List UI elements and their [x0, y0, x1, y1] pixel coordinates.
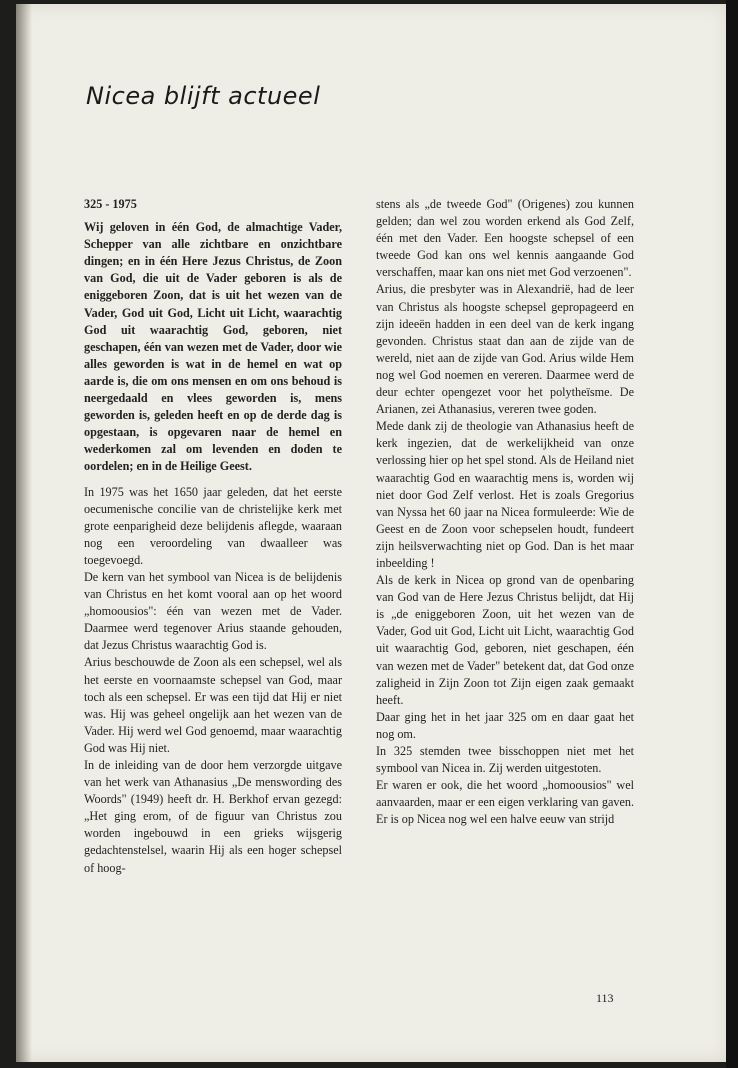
right-column	[376, 196, 634, 828]
scan-edge	[726, 0, 738, 1068]
left-paragraph: De kern van het symbool van Nicea is de belijdenis van Christus en het komt vooral aan op het woord „homoousios": één van wezen met de Vader. Daarmee werd tegenover Arius staande gehouden, dat Jezus Christus waarachtig God is.	[84, 569, 342, 653]
page-number: 113	[596, 991, 614, 1005]
right-paragraph: Er waren er ook, die het woord „homoousios" wel aanvaarden, maar er een eigen verklaring van gaven. Er is op Nicea nog wel een halve eeuw van strijd	[376, 778, 634, 827]
left-paragraph: In de inleiding van de door hem verzorgde uitgave van het werk van Athanasius „De menswording des Woords" (1949) heeft dr. H. Berkhof ervan gezegd: „Het ging erom, of de figuur van Christus zou worden ingebouwd in een grieks wijsgerig gedachtenstelsel, waarin Hij als een hoger schepsel of hoog-	[84, 758, 342, 875]
right-paragraph: Mede dank zij de theologie van Athanasius heeft de kerk ingezien, dat de werkelijkheid van onze verlossing hier op het spel stond. Als de Heiland niet waarachtig God en waarachtig mens is, worden wij niet door God Zelf verlost. Het is zoals Gregorius van Nyssa het 60 jaar na Nicea formuleerde: Wie de Geest en de Zoon voor schepselen houdt, fundeert zijn heilsverwachting niet op God. Dan is het maar inbeelding !	[376, 419, 634, 570]
article-title: Nicea blijft actueel	[86, 82, 321, 110]
left-column	[84, 196, 342, 877]
right-paragraph: Als de kerk in Nicea op grond van de openbaring van God van de Here Jezus Christus belijdt, dat Hij is „de eniggeboren Zoon, uit het wezen van de Vader, God uit God, Licht uit Licht, waarachtig God uit waarachtig God, geboren, niet geschapen, één van wezen met de Vader" betekent dat, dat God onze zaligheid in Zijn Zoon tot Zijn eigen zaak gemaakt heeft.	[376, 573, 634, 707]
right-paragraph: Arius, die presbyter was in Alexandrië, had de leer van Christus als hoogste schepsel gepropageerd en zijn ideeën hadden in een deel van de kerk ingang gevonden. Christus staat dan aan de zijde van de wereld, niet aan de zijde van God. Arius wilde Hem nog wel God noemen en vereren. Daarmee werd de deur echter opengezet voor het polytheïsme. De Arianen, zei Athanasius, vereren twee goden.	[376, 282, 634, 417]
right-paragraph: Daar ging het in het jaar 325 om en daar gaat het nog om.	[376, 709, 634, 741]
left-paragraph: In 1975 was het 1650 jaar geleden, dat het eerste oecumenische concilie van de christelijke kerk met grote eenparigheid deze belijdenis aflegde, waaraan nog een veroordeling van dwaalleer was toegevoegd.	[84, 484, 342, 567]
binding-shadow	[16, 4, 32, 1062]
left-paragraph: Arius beschouwde de Zoon als een schepsel, wel als het eerste en voornaamste schepsel van God, maar toch als een schepsel. Er was een tijd dat Hij er niet was. Hij was geheel ongelijk aan het wezen van de Vader. Hij werd wel God genoemd, maar waarachtig God was Hij niet.	[84, 655, 342, 755]
right-paragraph: In 325 stemden twee bisschoppen niet met het symbool van Nicea in. Zij werden uitgestoten.	[376, 744, 634, 776]
creed-text: Wij geloven in één God, de almachtige Vader, Schepper van alle zichtbare en onzichtbare dingen; en in één Here Jezus Christus, de Zoon van God, die uit de Vader geboren is als de eniggeboren Zoon, dat is uit het wezen van de Vader, God uit God, Licht uit Licht, waarachtig God uit waarachtig God, geboren, niet geschapen, één van wezen met de Vader, door wie alles geworden is wat in de hemel en wat op aarde is, die om ons mensen en om ons behoud is neergedaald en vlees geworden is, mens geworden is, geleden heeft en op de derde dag is opgestaan, is opgevaren naar de hemel en wederkomen zal om levenden en doden te oordelen; en in de Heilige Geest.	[84, 220, 342, 474]
creed-year: 325 - 1975	[84, 197, 137, 211]
right-paragraph: stens als „de tweede God" (Origenes) zou kunnen gelden; dan wel zou worden erkend als God Zelf, één met den Vader. Een hoogste schepsel of een tweede God kan ons wel kennis aangaande God verschaffen, maar kan ons niet met God verzoenen".	[376, 197, 634, 280]
